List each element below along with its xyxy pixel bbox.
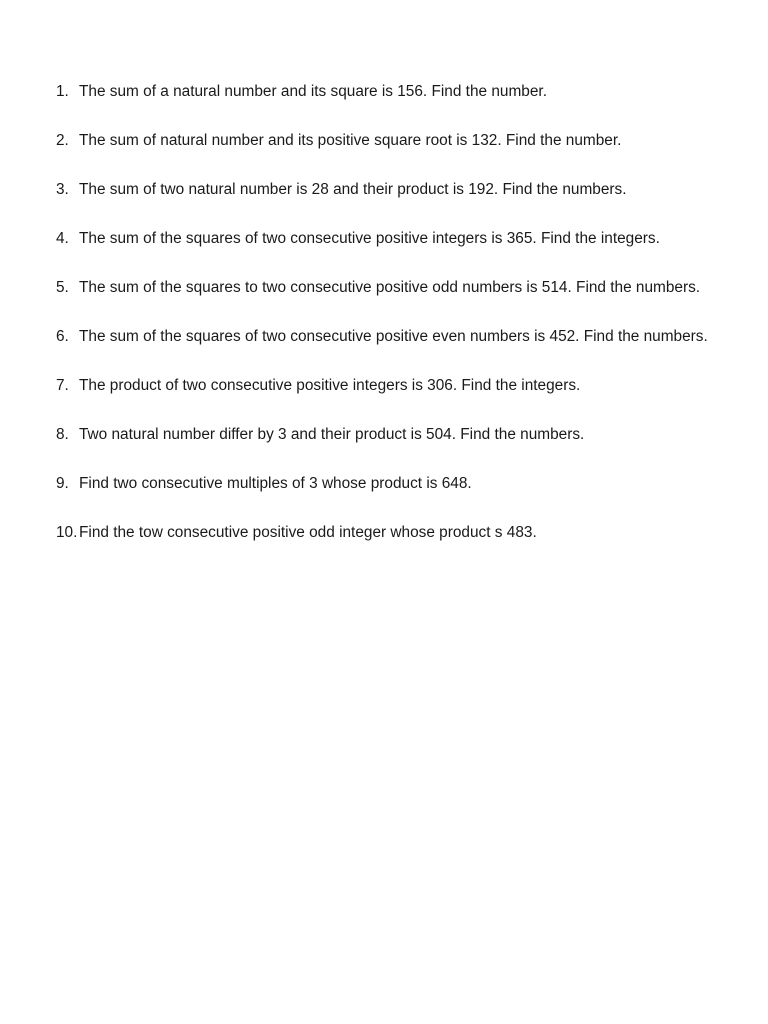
question-item: [56, 374, 740, 398]
question-text: The sum of two natural number is 28 and their product is 192. Find the numbers.: [79, 181, 627, 198]
question-number: 6.: [56, 328, 69, 345]
question-text: Two natural number differ by 3 and their product is 504. Find the numbers.: [79, 426, 585, 443]
question-item: [56, 521, 740, 545]
question-number: 3.: [56, 181, 69, 198]
question-number: 8.: [56, 426, 69, 443]
question-text: The sum of the squares to two consecutive positive odd numbers is 514. Find the numbers.: [79, 279, 701, 296]
question-text: Find the tow consecutive positive odd integer whose product s 483.: [79, 524, 537, 541]
question-number: 1.: [56, 83, 69, 100]
question-text: Find two consecutive multiples of 3 whose product is 648.: [79, 475, 472, 492]
question-text: The sum of a natural number and its square is 156. Find the number.: [79, 83, 547, 100]
question-item: [56, 423, 740, 447]
question-number: 10.: [56, 524, 78, 541]
question-text: The sum of the squares of two consecutive positive even numbers is 452. Find the numbers.: [79, 328, 708, 345]
question-number: 7.: [56, 377, 69, 394]
question-item: [56, 227, 740, 251]
question-text: The sum of the squares of two consecutive positive integers is 365. Find the integers.: [79, 230, 660, 247]
question-text: The product of two consecutive positive integers is 306. Find the integers.: [79, 377, 581, 394]
question-list: [56, 80, 740, 570]
question-item: [56, 472, 740, 496]
question-number: 4.: [56, 230, 69, 247]
question-item: [56, 178, 740, 202]
question-number: 2.: [56, 132, 69, 149]
question-item: [56, 276, 740, 300]
question-item: [56, 129, 740, 153]
question-item: [56, 80, 740, 104]
question-number: 9.: [56, 475, 69, 492]
question-item: [56, 325, 740, 349]
question-text: The sum of natural number and its positive square root is 132. Find the number.: [79, 132, 622, 149]
question-number: 5.: [56, 279, 69, 296]
